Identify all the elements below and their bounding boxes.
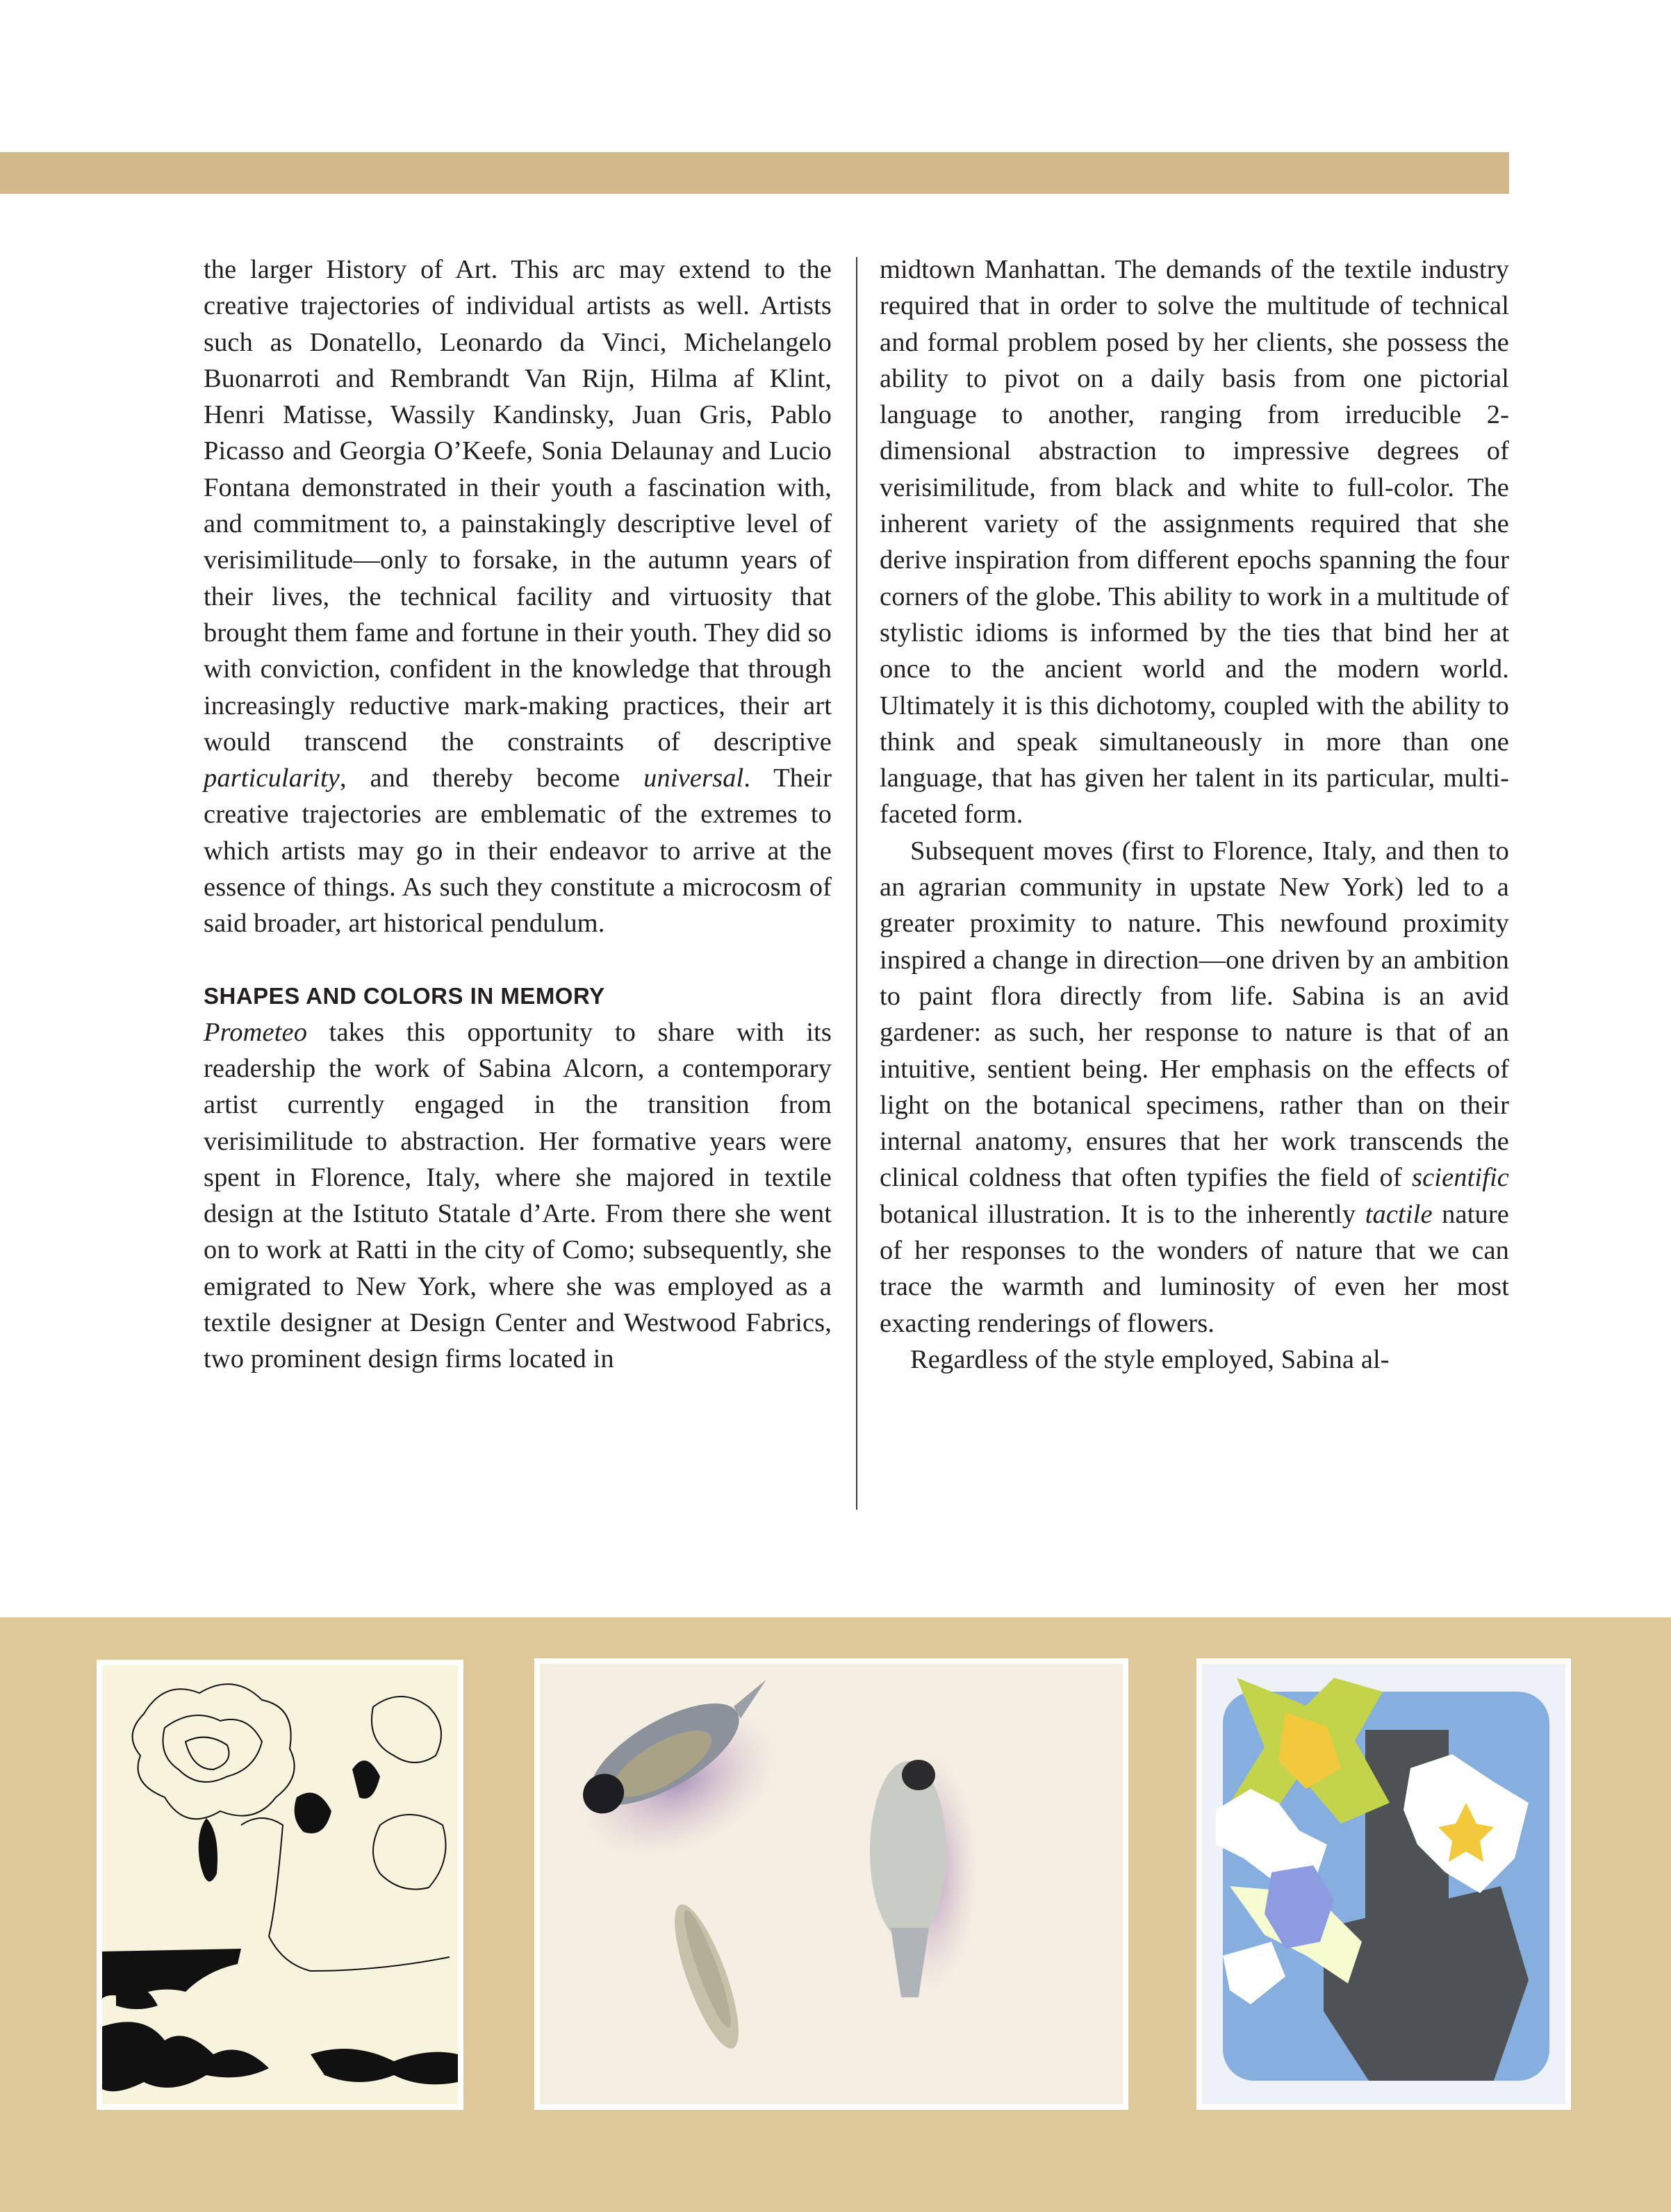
top-accent-bar <box>0 152 1509 194</box>
peonies-drawing-image <box>102 1665 458 2104</box>
paragraph-text: . Their creative trajectories are emblematic of the extremes to which artists may go in their endeavor to arrive at the essence of things. As such they constitute a microcosm of said broader, art historical pendulum. <box>204 764 832 939</box>
paragraph-text: takes this opportunity to share with its readership the work of Sabina Alcorn, a contemporary artist currently engaged in the transition from verisimilitude to abstraction. Her formative years were spent in Florence, Italy, where she majored in textile design at the Istituto Statale d’Arte. From there she went on to work at Ratti in the city of Como; subsequently, she emigrated to New York, where she was employed as a textile designer at Design Center and Westwood Fabrics, two prominent design firms located in <box>204 1017 832 1374</box>
paragraph-text: nature of her responses to the wonders of nature that we can trace the warmth and luminosity of even her most exacting renderings of flowers. <box>880 1199 1509 1338</box>
italic-term: universal <box>643 764 744 793</box>
body-paragraph <box>204 251 832 942</box>
body-paragraph <box>204 1014 832 1378</box>
chickadees-drawing-image <box>540 1664 1123 2104</box>
italic-term: particularity <box>204 764 340 793</box>
paragraph-text: botanical illustration. It is to the inherently <box>880 1199 1365 1229</box>
paragraph-text: Subsequent moves (first to Florence, Italy, and then to an agrarian community in upstate New York) led to a greater proximity to nature. This newfound proximity inspired a change in direction—one driven by an ambition to paint flora directly from life. Sabina is an avid gardener: as such, her response to nature is that of an intuitive, sentient being. Her emphasis on the effects of light on the botanical specimens, rather than on their internal anatomy, ensures that her work transcends the clinical coldness that often typifies the field of <box>880 836 1509 1193</box>
column-divider <box>856 257 857 1510</box>
artwork-chickadees-pencil <box>534 1658 1128 2110</box>
body-paragraph <box>880 833 1509 1342</box>
body-paragraph: Regardless of the style employed, Sabina al- <box>910 1344 1390 1374</box>
section-heading: SHAPES AND COLORS IN MEMORY <box>204 982 605 1009</box>
artwork-cutpaper-collage <box>1196 1658 1571 2110</box>
artwork-peonies-ink <box>97 1660 463 2110</box>
left-text-column <box>204 251 832 1378</box>
italic-term: scientific <box>1412 1163 1509 1193</box>
body-paragraph: midtown Manhattan. The demands of the textile industry required that in order to solve the multitude of technical and formal problem posed by her clients, she possess the ability to pivot on a daily basis from one pictorial language to another, ranging from irreducible 2-dimensional abstraction to impressive degrees of verisimilitude, from black and white to full-color. The inherent variety of the assignments required that she derive inspiration from different epochs spanning the four corners of the globe. This ability to work in a multitude of stylistic idioms is informed by the ties that bind her at once to the ancient world and the modern world. Ultimately it is this dichotomy, coupled with the ability to think and speak simultaneously in more than one language, that has given her talent in its particular, multi-faceted form. <box>880 255 1509 830</box>
publication-title: Prometeo <box>204 1017 308 1047</box>
paragraph-text: , and thereby become <box>339 764 644 793</box>
collage-image <box>1202 1664 1565 2104</box>
right-text-column <box>880 251 1509 1378</box>
italic-term: tactile <box>1365 1199 1433 1229</box>
paragraph-text: the larger History of Art. This arc may extend to the creative trajectories of individual artists as well. Artists such as Donatello, Leonardo da Vinci, Michelangelo Buonarroti and Rembrandt Van Rijn, Hilma af Klint, Henri Matisse, Wassily Kandinsky, Juan Gris, Pablo Picasso and Georgia O’Keefe, Sonia Delaunay and Lucio Fontana demonstrated in their youth a fascination with, and commitment to, a painstakingly descriptive level of verisimilitude—only to forsake, in the autumn years of their lives, the technical facility and virtuosity that brought them fame and fortune in their youth. They did so with conviction, confident in the knowledge that through increasingly reductive mark-making practices, their art would transcend the constraints of descriptive <box>204 255 832 757</box>
